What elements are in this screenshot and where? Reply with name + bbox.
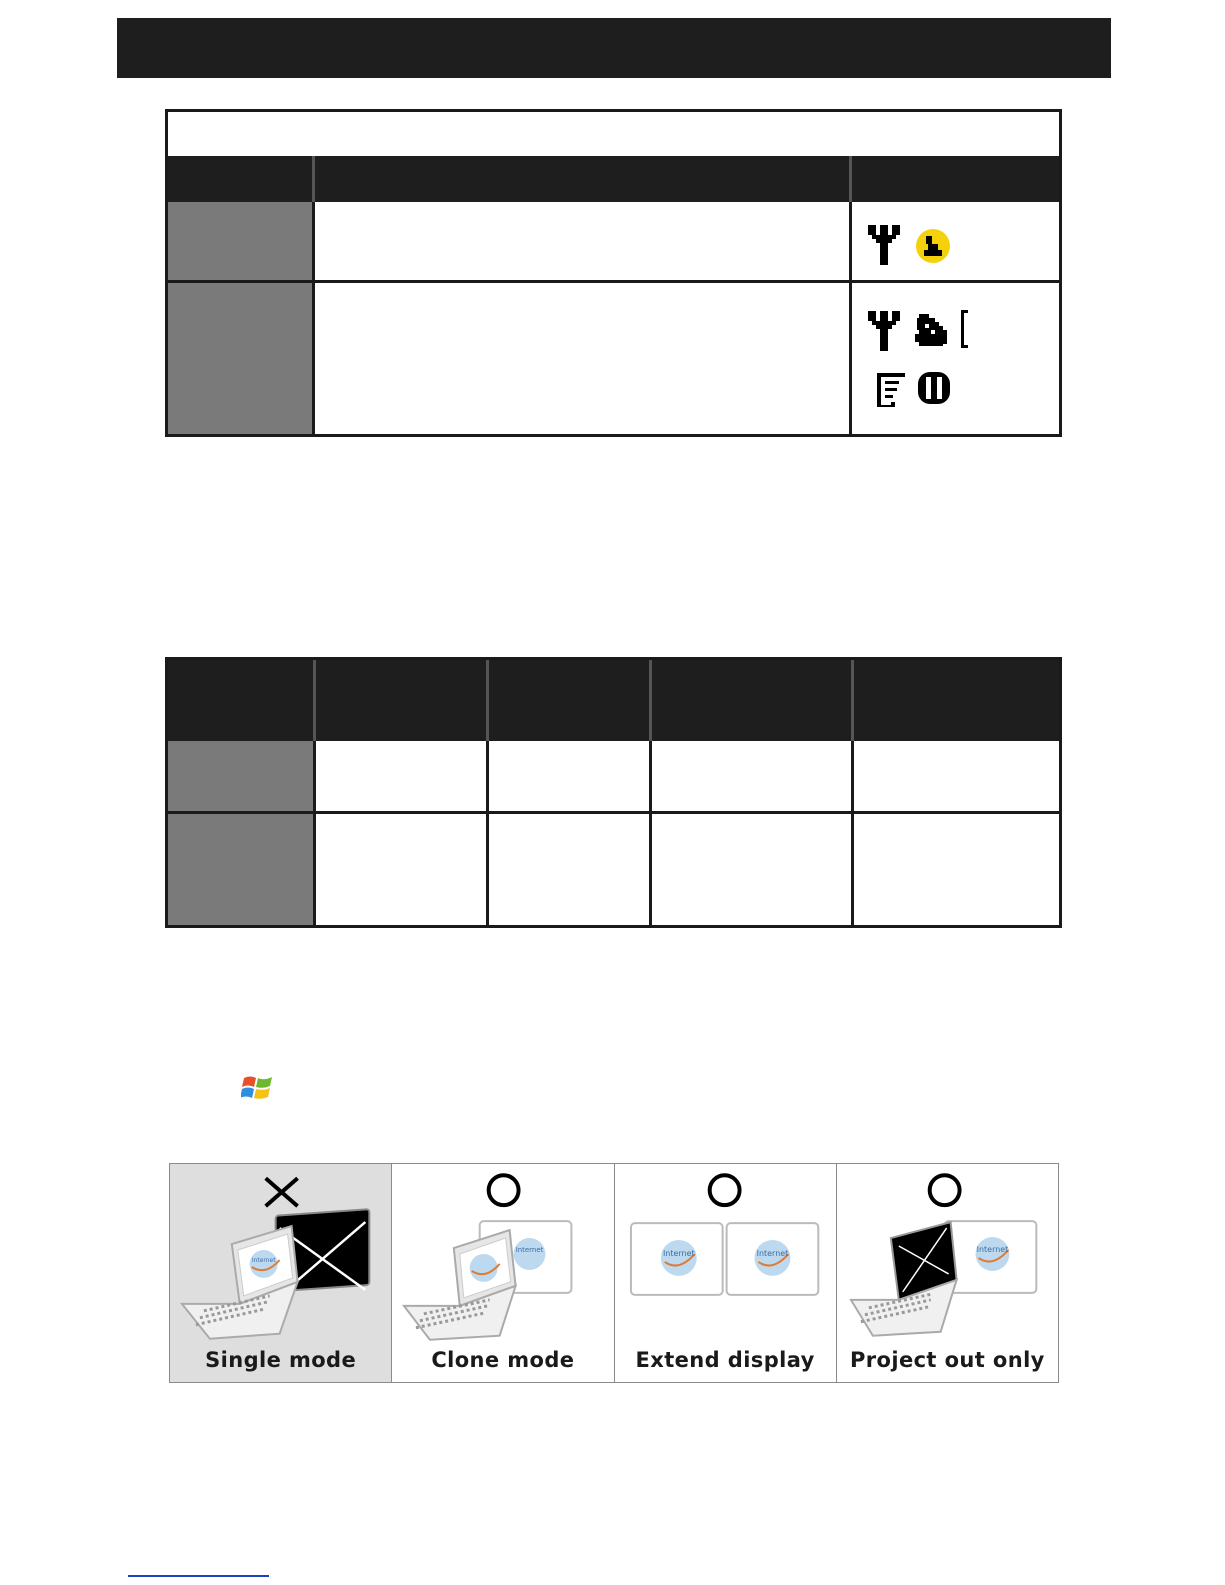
column-divider (649, 741, 652, 925)
bracket-icon (956, 308, 970, 350)
mode-table-header (168, 660, 1059, 741)
mode-project-out (837, 1164, 1058, 1382)
mode-extend (615, 1164, 837, 1382)
cross-mark-icon (266, 1178, 298, 1206)
header-divider (649, 660, 652, 741)
header-divider (851, 660, 854, 741)
single-mode-illustration (170, 1164, 391, 1344)
screen-label: Internet (251, 1256, 276, 1264)
windows-logo-icon (241, 1074, 275, 1104)
mode-clone (392, 1164, 614, 1382)
page-link-underline[interactable] (128, 1575, 269, 1577)
clone-mode-illustration (392, 1164, 613, 1344)
mode-label: Project out only (849, 1348, 1045, 1372)
row-divider (168, 811, 1059, 814)
mode-table (165, 657, 1062, 928)
header-divider (312, 156, 315, 202)
column-divider (849, 202, 852, 434)
screen-label: Internet (515, 1246, 544, 1255)
screen-label: Internet (976, 1245, 1009, 1255)
antenna-icon (866, 309, 902, 357)
document-icon (873, 371, 907, 407)
circle-mark-icon (489, 1175, 519, 1205)
yellow-status-icon (913, 226, 953, 264)
mode-single (170, 1164, 392, 1382)
status-table (165, 109, 1062, 437)
circle-mark-icon (929, 1175, 959, 1205)
row-divider (168, 280, 1059, 283)
status-row-label (168, 283, 314, 434)
column-divider (486, 741, 489, 925)
column-divider (313, 741, 316, 925)
display-modes-figure (169, 1163, 1059, 1383)
status-row-label (168, 202, 314, 280)
mode-row-label (168, 814, 315, 925)
column-divider (851, 741, 854, 925)
top-banner (117, 18, 1111, 78)
screen-label: Internet (756, 1248, 788, 1258)
screen-label: Internet (662, 1248, 695, 1258)
header-divider (313, 660, 316, 741)
column-divider (312, 202, 315, 434)
mode-row-label (168, 741, 315, 811)
pause-icon (916, 370, 952, 406)
status-table-caption (168, 112, 1059, 156)
circle-mark-icon (709, 1175, 739, 1205)
signal-icon (913, 310, 951, 350)
mode-label: Clone mode (431, 1348, 575, 1372)
extend-display-illustration (615, 1164, 836, 1344)
header-divider (486, 660, 489, 741)
mode-label: Single mode (205, 1348, 357, 1372)
status-table-header (168, 156, 1059, 202)
header-divider (849, 156, 852, 202)
mode-label: Extend display (635, 1348, 815, 1372)
project-out-illustration (837, 1164, 1058, 1344)
antenna-icon (866, 223, 902, 271)
